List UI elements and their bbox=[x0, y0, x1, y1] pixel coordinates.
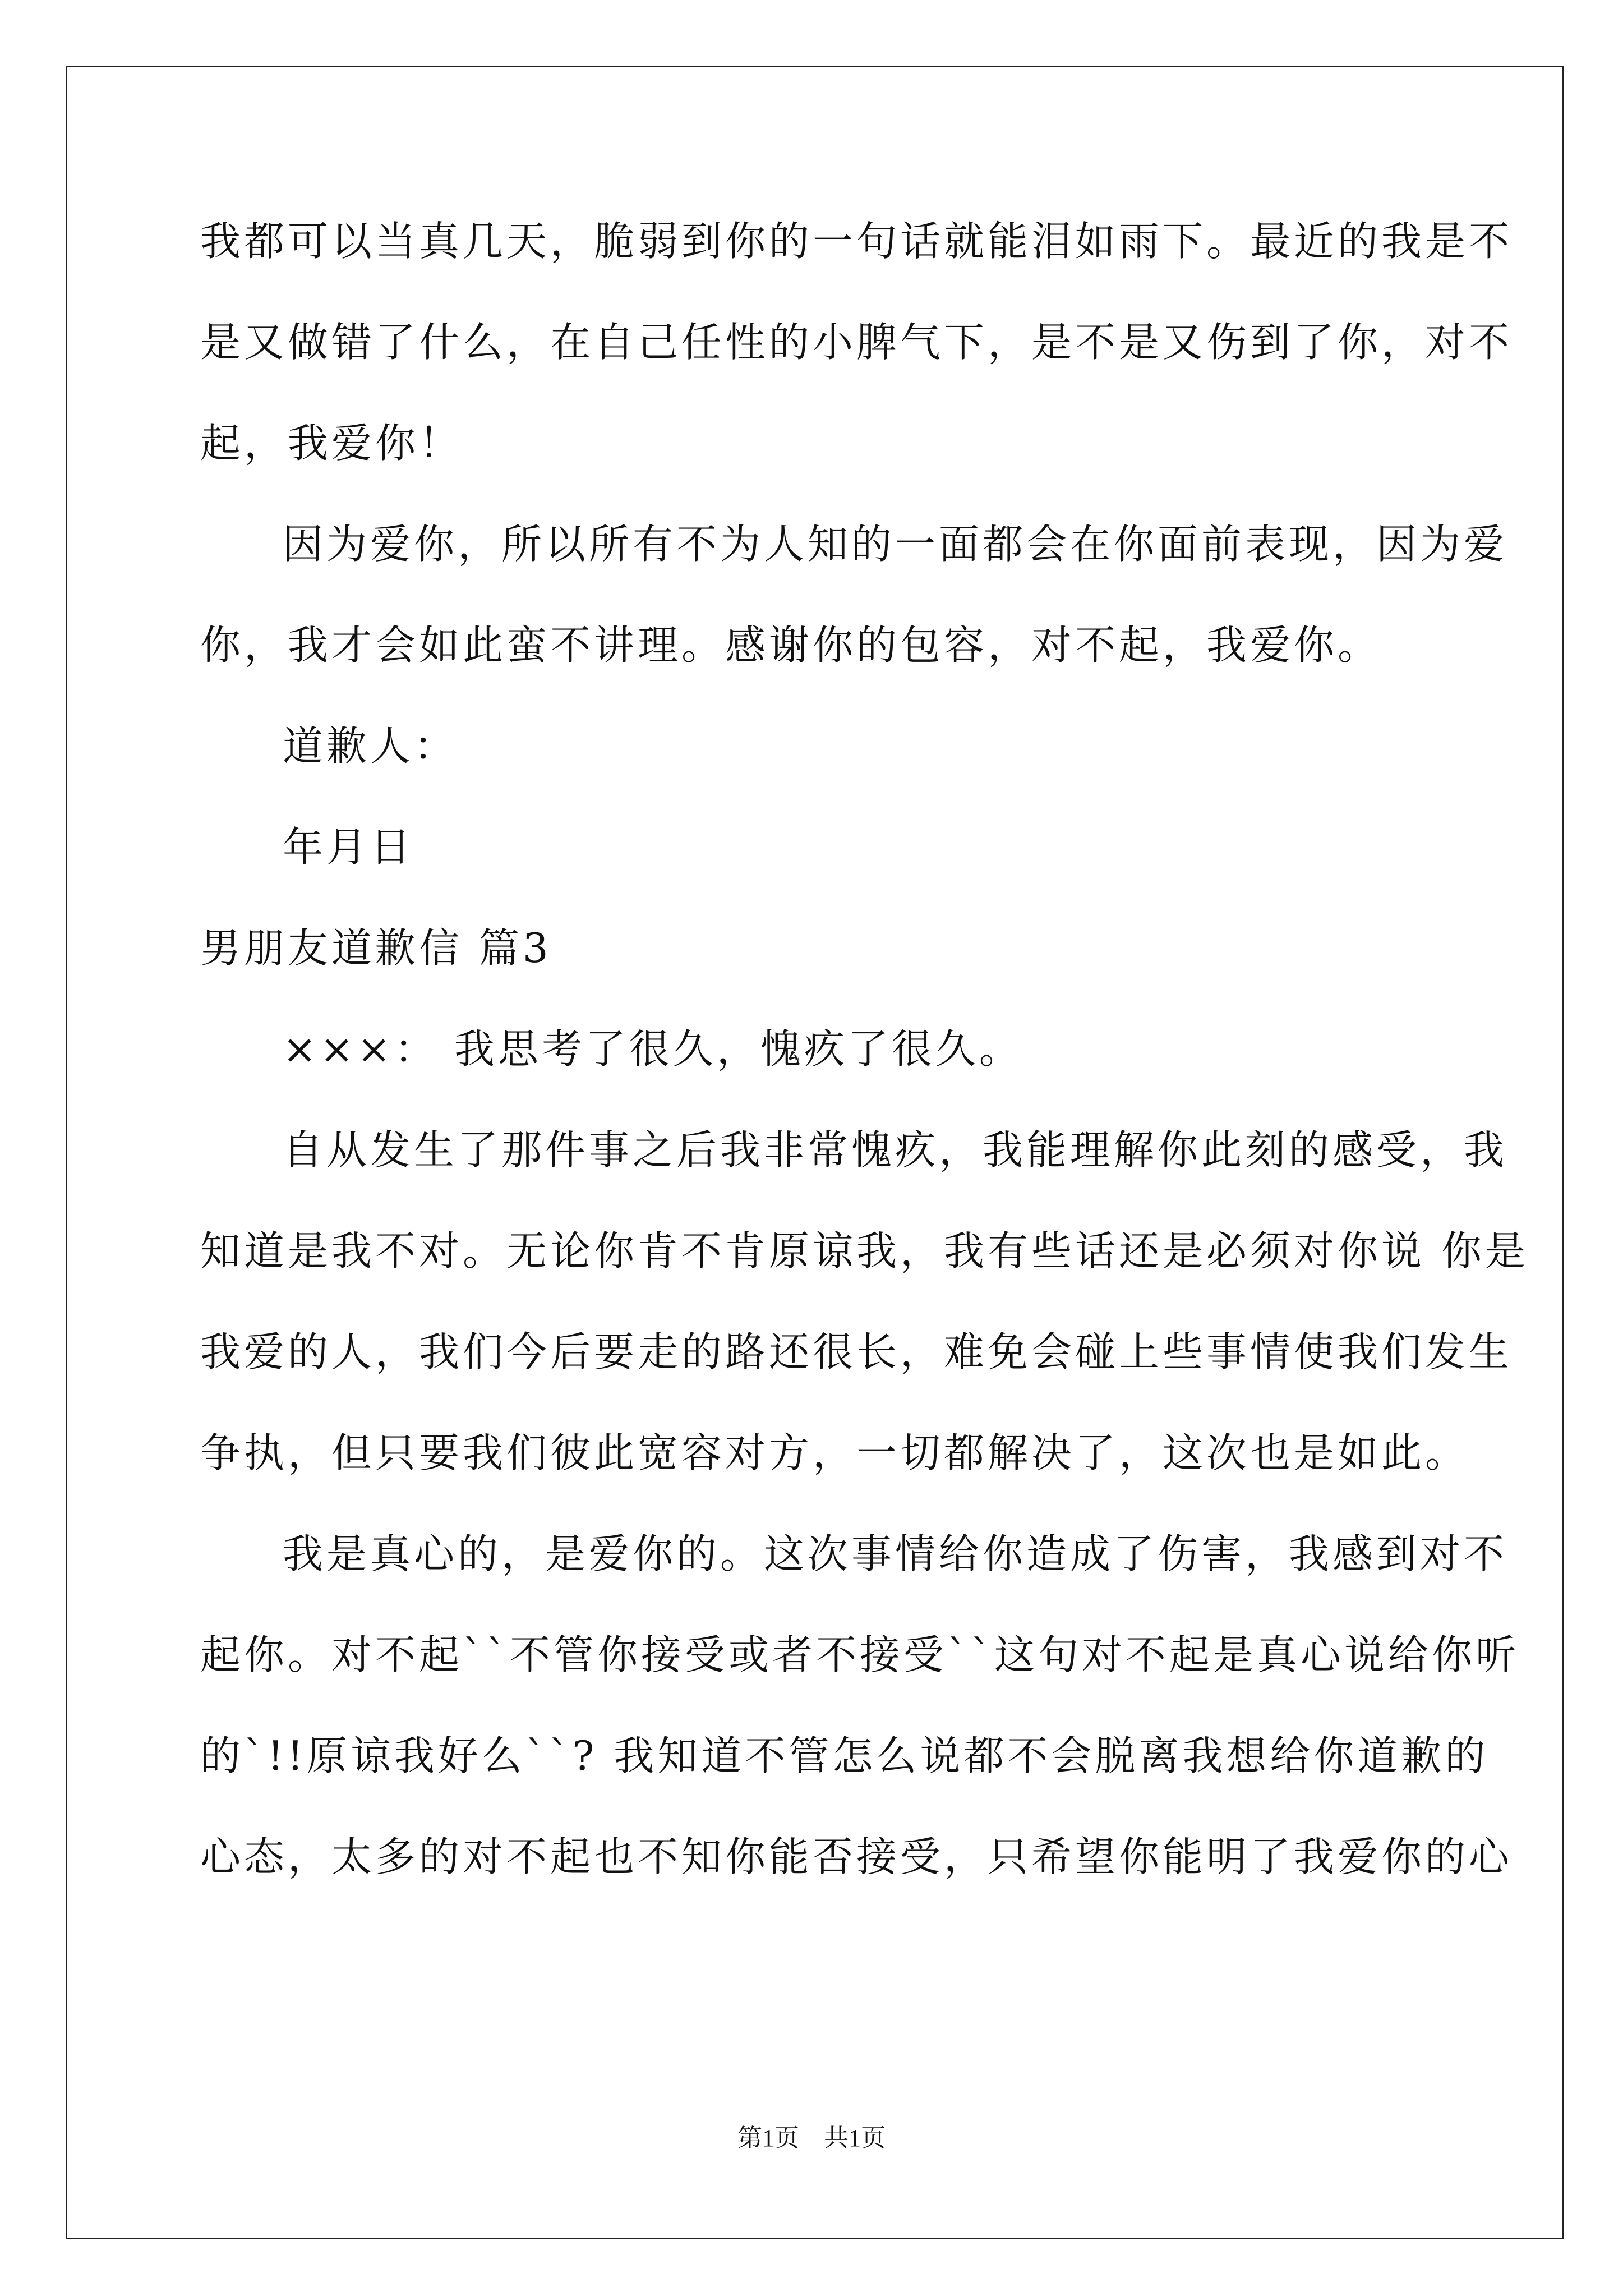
salutation-line: ×××： 我思考了很久，愧疚了很久。 bbox=[283, 1025, 1023, 1073]
text-line: 你，我才会如此蛮不讲理。感谢你的包容，对不起，我爱你。 bbox=[200, 622, 1382, 669]
text-line: 是又做错了什么，在自己任性的小脾气下，是不是又伤到了你，对不 bbox=[200, 319, 1513, 366]
text-line: 的`!!原谅我好么``? 我知道不管怎么说都不会脱离我想给你道歉的 bbox=[200, 1732, 1489, 1779]
text-line: 因为爱你，所以所有不为人知的一面都会在你面前表现，因为爱 bbox=[283, 521, 1508, 568]
signature-label: 道歉人： bbox=[283, 723, 458, 770]
text-line: 知道是我不对。无论你肯不肯原谅我，我有些话还是必须对你说 你是 bbox=[200, 1227, 1529, 1274]
text-line: 起你。对不起``不管你接受或者不接受``这句对不起是真心说给你听 bbox=[200, 1631, 1520, 1678]
section-heading: 男朋友道歉信 篇3 bbox=[200, 924, 552, 972]
text-line: 自从发生了那件事之后我非常愧疚，我能理解你此刻的感受，我 bbox=[283, 1126, 1508, 1174]
text-line: 我都可以当真几天，脆弱到你的一句话就能泪如雨下。最近的我是不 bbox=[200, 218, 1513, 265]
text-line: 起，我爱你！ bbox=[200, 420, 463, 467]
text-line: 心态，太多的对不起也不知你能否接受，只希望你能明了我爱你的心 bbox=[200, 1833, 1513, 1880]
date-label: 年月日 bbox=[283, 823, 414, 871]
text-line: 我爱的人，我们今后要走的路还很长，难免会碰上些事情使我们发生 bbox=[200, 1328, 1513, 1375]
page-number-footer: 第1页 共1页 bbox=[737, 2124, 886, 2152]
text-line: 我是真心的，是爱你的。这次事情给你造成了伤害，我感到对不 bbox=[283, 1530, 1508, 1577]
text-line: 争执，但只要我们彼此宽容对方，一切都解决了，这次也是如此。 bbox=[200, 1429, 1469, 1476]
